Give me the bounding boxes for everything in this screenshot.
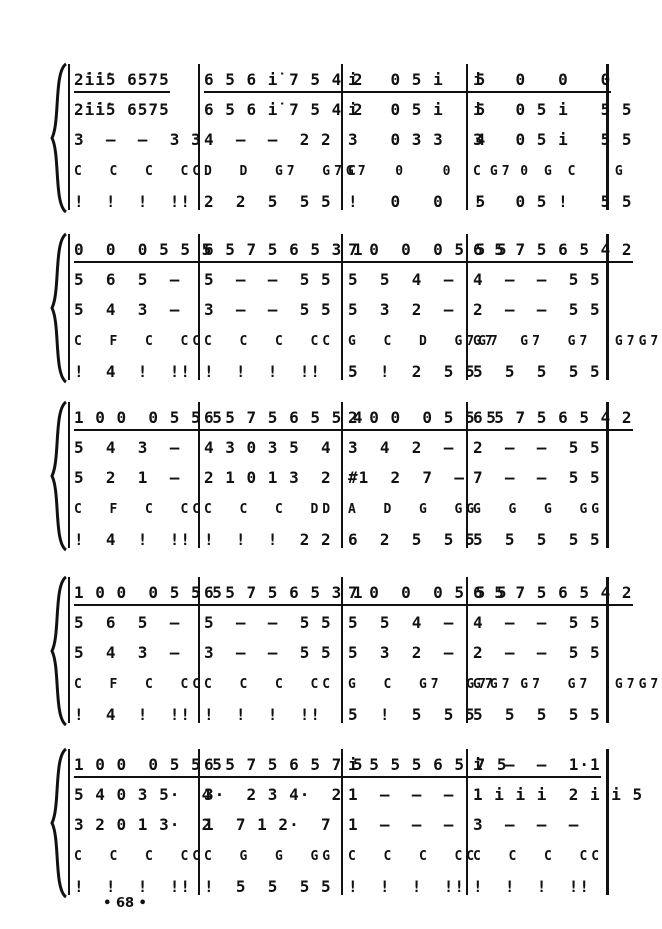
measure-notation: C C C CC xyxy=(74,164,205,179)
measure-notation: 1 7 1 2· 7 xyxy=(204,815,332,834)
chord-row xyxy=(74,332,662,362)
measure-notation: ! ! ! !! xyxy=(473,877,590,896)
measure-notation: G C D G7G7 xyxy=(348,334,502,349)
measure-notation: 1 0 0 0 5 5 5 xyxy=(74,583,223,606)
measure-notation: 3 2 0 1 3· 2 xyxy=(74,815,213,834)
measure-notation: 7 — — 5 5 xyxy=(473,468,601,487)
measure-notation: C C C CC xyxy=(348,849,479,864)
system-start-barline xyxy=(68,749,70,895)
measure-notation: 2 0 0 0 5 5 5 xyxy=(348,408,497,431)
measure-notation: C C C CC xyxy=(204,334,335,349)
measure-notation: i — — 1·1 xyxy=(473,755,601,778)
measure-notation: ! ! ! !! xyxy=(74,877,191,896)
measure-notation: D D G7 G7G7 xyxy=(204,164,370,179)
measure-notation: 3 — — 5 5 xyxy=(204,300,332,319)
measure-notation: G G G GG xyxy=(473,502,604,517)
measure-notation: 2 — — 5 5 xyxy=(473,643,601,662)
melody-row xyxy=(74,755,605,785)
measure-notation: 6 5 7 5 6 5 3 1 xyxy=(204,240,364,263)
harmony-row-1 xyxy=(74,270,605,300)
measure-notation: 5 4 3 — xyxy=(74,643,181,662)
measure-notation: 1 — — — xyxy=(348,815,455,834)
brace-icon xyxy=(48,62,68,214)
measure-notation: 2̇i̇i̇5 6575 xyxy=(74,100,170,119)
brace-icon xyxy=(48,575,68,727)
measure-notation: C F C CC xyxy=(74,677,205,692)
measure-notation: 5 ! 5 5 5 xyxy=(348,705,476,724)
measure-notation: 1 i i i 2 i i 5 xyxy=(473,785,644,804)
melody-row xyxy=(74,70,612,100)
measure-notation: 5 3 2 — xyxy=(348,300,455,319)
measure-notation: ! 0 0 5 xyxy=(348,192,487,211)
melody-row xyxy=(74,583,633,613)
measure-notation: 5 4 3 — xyxy=(74,300,181,319)
chord-row xyxy=(74,847,605,877)
bass-row xyxy=(74,530,605,560)
measure-notation: 4 — — 5 5 xyxy=(473,270,601,289)
measure-notation: C 0 G C G xyxy=(473,164,627,179)
measure-notation: i 5 5 5 6 5 7 5 xyxy=(348,755,508,778)
brace-icon xyxy=(48,747,68,899)
bass-row xyxy=(74,362,605,392)
measure-notation: C C C CC xyxy=(74,849,205,864)
harmony-row-2 xyxy=(74,643,605,673)
measure-notation: i 0 0 0 xyxy=(473,70,611,93)
measure-notation: C G G GG xyxy=(204,849,335,864)
harmony-row-2 xyxy=(74,130,633,160)
measure-notation: i 0 5 i 5 xyxy=(348,100,487,119)
measure-notation: 5 5 5 5 5 xyxy=(473,530,601,549)
measure-notation: 5 ! 2 5 5 xyxy=(348,362,476,381)
measure-notation: 6 5 7 5 6 5 5 4 xyxy=(204,408,364,431)
measure-notation: 5 6 5 — xyxy=(74,613,181,632)
measure-notation: 5 — — 5 5 xyxy=(204,613,332,632)
measure-notation: ! 5 5 5 5 xyxy=(204,877,332,896)
measure-notation: C F C CC xyxy=(74,334,205,349)
measure-notation: A D G GG xyxy=(348,502,479,517)
measure-notation: 5 3 2 — xyxy=(348,643,455,662)
measure-notation: ! ! ! !! xyxy=(348,877,465,896)
measure-notation: C F C CC xyxy=(74,502,205,517)
measure-notation: 6 5 6 i̇ 7 5 4 2 xyxy=(204,100,364,119)
measure-notation: G7 G7 G7 G7G7 xyxy=(473,334,662,349)
measure-notation: 4 — — 5 5 xyxy=(473,613,601,632)
measure-notation: 5 4 0 3 5· 4 xyxy=(74,785,213,804)
measure-notation: C C C CC xyxy=(204,677,335,692)
barline xyxy=(606,749,609,895)
measure-notation: 6 5 7 5 6 5 4 2 xyxy=(473,240,633,263)
measure-notation: ! 0 5 ! 5 5 xyxy=(473,192,633,211)
measure-notation: i 0 5 i 5 5 xyxy=(473,100,633,119)
measure-notation: 6 5 7 5 6 5 4 2 xyxy=(473,583,633,606)
measure-notation: 5 5 5 5 5 xyxy=(473,705,601,724)
measure-notation: 6 5 7 5 6 5 4 2 xyxy=(473,408,633,431)
measure-notation: C 0 0 G7 xyxy=(348,164,514,179)
score-system xyxy=(48,575,662,727)
measure-notation: 5 5 5 5 5 xyxy=(473,362,601,381)
measure-notation: 2 1 0 1 3 2 xyxy=(204,468,332,487)
page-number: • 68 • xyxy=(103,896,147,911)
measure-notation: 0 0 0 5 5 5 xyxy=(74,240,212,263)
measure-notation: 3 0 3 3 4 xyxy=(348,130,487,149)
score-system xyxy=(48,62,633,214)
measure-notation: 3 4 2 — xyxy=(348,438,455,457)
harmony-row-2 xyxy=(74,815,605,845)
score-system xyxy=(48,232,662,384)
score-system xyxy=(48,400,633,552)
measure-notation: 1 0 0 0 5 5 5 xyxy=(74,408,223,431)
harmony-row-2 xyxy=(74,468,605,498)
measure-notation: ! ! ! 2 2 xyxy=(204,530,332,549)
measure-notation: 6 5 6 i̇ 7 5 4 2 xyxy=(204,70,364,93)
measure-notation: 6 5 7 5 6 5 7 5 xyxy=(204,755,364,778)
measure-notation: 3 0 5 i 5 5 xyxy=(473,130,633,149)
measure-notation: 1 — — — xyxy=(348,785,455,804)
system-start-barline xyxy=(68,402,70,548)
measure-notation: 7 0 0 0 5 5 5 xyxy=(348,583,508,606)
measure-notation: 6 2 5 5 5 xyxy=(348,530,476,549)
harmony-row-1 xyxy=(74,613,605,643)
measure-notation: 3 — — 5 5 xyxy=(204,643,332,662)
measure-notation: ! ! ! !! xyxy=(74,192,191,211)
harmony-row-1 xyxy=(74,785,644,815)
measure-notation: 4 3 0 3 5 4 xyxy=(204,438,332,457)
measure-notation: 6 5 7 5 6 5 3 1 xyxy=(204,583,364,606)
measure-notation: 5 5 4 — xyxy=(348,270,455,289)
measure-notation: C C C DD xyxy=(204,502,335,517)
harmony-row-1 xyxy=(74,438,605,468)
measure-notation: ! ! ! !! xyxy=(204,362,321,381)
measure-notation: 4 — — 2 2 xyxy=(204,130,332,149)
measure-notation: #1 2 7 — xyxy=(348,468,465,487)
measure-notation: 5 4 3 — xyxy=(74,438,181,457)
measure-notation: 1 0 0 0 5 5 5 xyxy=(74,755,223,778)
measure-notation: 5 — — 5 5 xyxy=(204,270,332,289)
measure-notation: 2 — — 5 5 xyxy=(473,438,601,457)
brace-icon xyxy=(48,232,68,384)
measure-notation: 5 2 1 — xyxy=(74,468,181,487)
measure-notation: 3· 2 3 4· 2 xyxy=(204,785,343,804)
measure-notation: C C C CC xyxy=(473,849,604,864)
melody-row xyxy=(74,240,633,270)
measure-notation: G7 G7 G7 G7G7 xyxy=(473,677,662,692)
measure-notation: 3 — — — xyxy=(473,815,580,834)
measure-notation: 5 5 4 — xyxy=(348,613,455,632)
harmony-row-2 xyxy=(74,300,605,330)
measure-notation: 7 0 0 0 5 5 5 xyxy=(348,240,508,263)
measure-notation: G C G7 G7G7 xyxy=(348,677,514,692)
chord-row xyxy=(74,162,627,192)
harmony-row-1 xyxy=(74,100,633,130)
measure-notation: 2̇i̇i̇5 6575 xyxy=(74,70,170,93)
bass-row xyxy=(74,705,605,735)
measure-notation: 5 6 5 — xyxy=(74,270,181,289)
system-start-barline xyxy=(68,234,70,380)
measure-notation: 2 2 5 5 5 xyxy=(204,192,332,211)
chord-row xyxy=(74,500,605,530)
measure-notation: 2 — — 5 5 xyxy=(473,300,601,319)
measure-notation: 3 — — 3 3 xyxy=(74,130,202,149)
system-start-barline xyxy=(68,64,70,210)
brace-icon xyxy=(48,400,68,552)
measure-notation: ! ! ! !! xyxy=(204,705,321,724)
measure-notation: i 0 5 i 5 xyxy=(348,70,486,93)
chord-row xyxy=(74,675,662,705)
measure-notation: ! 4 ! !! xyxy=(74,705,191,724)
score-system xyxy=(48,747,644,899)
melody-row xyxy=(74,408,633,438)
system-start-barline xyxy=(68,577,70,723)
measure-notation: ! 4 ! !! xyxy=(74,362,191,381)
bass-row xyxy=(74,192,633,222)
measure-notation: ! 4 ! !! xyxy=(74,530,191,549)
